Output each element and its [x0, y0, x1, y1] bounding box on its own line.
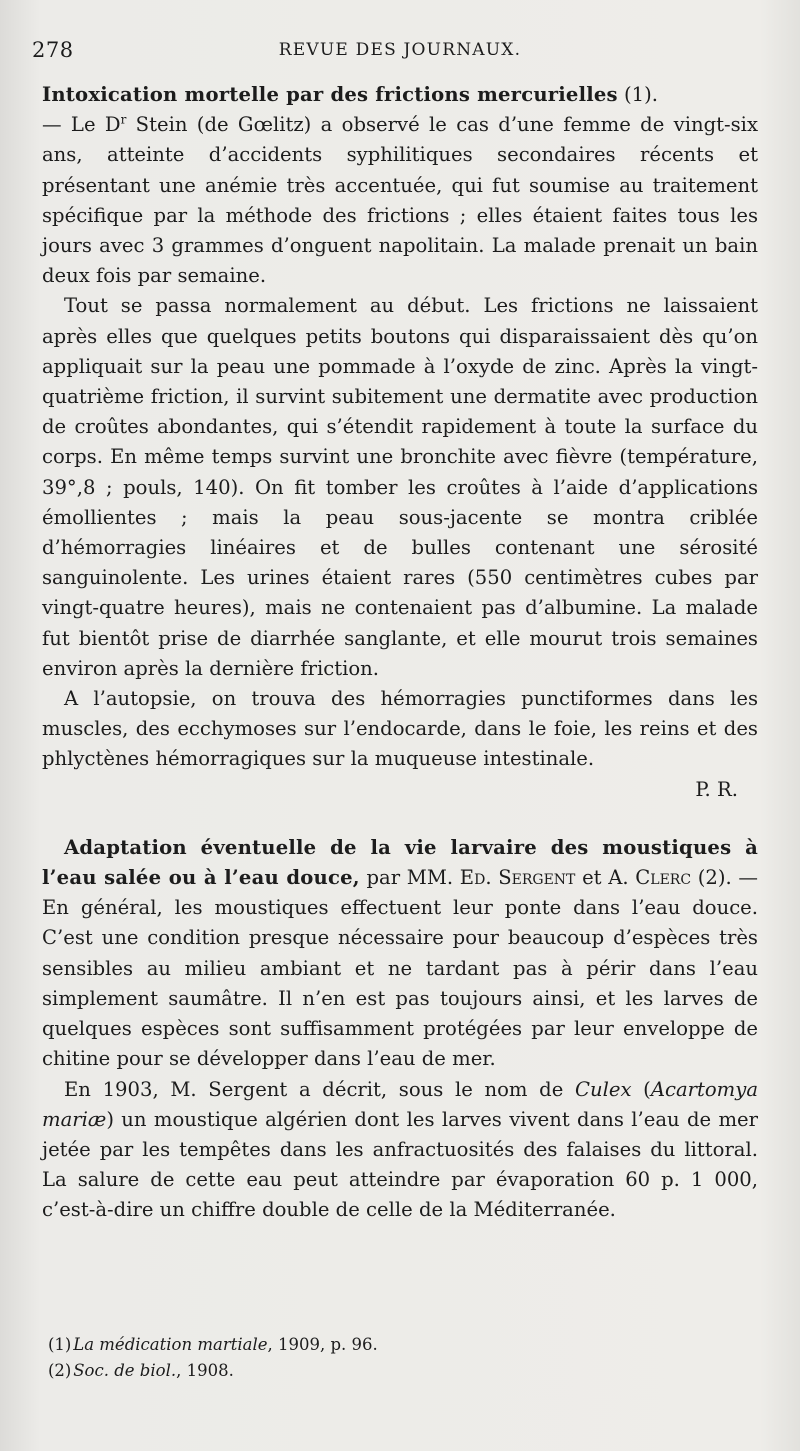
footnote-2-rest: , 1908. [176, 1361, 234, 1380]
article1-title-note: (1). [624, 83, 659, 106]
species-culex: Culex [574, 1077, 632, 1101]
page-number: 278 [32, 38, 74, 62]
doctor-abbrev-sup: r [120, 112, 127, 127]
article2-note: (2). [691, 866, 732, 890]
article1-signature: P. R. [695, 777, 738, 801]
paren-open: ( [631, 1077, 651, 1101]
page-header [30, 38, 770, 68]
footnote-2-title: Soc. de biol. [73, 1361, 177, 1380]
article2-author-1: Ed. Sergent [459, 866, 576, 890]
running-head: REVUE DES JOURNAUX. [278, 40, 522, 60]
article1-paragraph-3: A l’autopsie, on trouva des hémorragies punctiformes dans les muscles, des ecchymoses sur l’endocarde, dans le foie, les reins et des phlyctènes hémorragiques sur la muqueuse intestinale. [42, 687, 758, 771]
article2-paragraph-1 [42, 833, 758, 1075]
article2-paragraph-2 [42, 1075, 758, 1226]
article2-text-1: — En général, les moustiques effectuent leur ponte dans l’eau douce. C’est une condition presque nécessaire pour beaucoup d’espèces très sensibles au milieu ambiant et ne tardant pas à périr dans l’eau simplement saumâtre. Il n’en est pas toujours ainsi, et les larves de quelques espèces sont suffisamment protégées par leur enveloppe de chitine pour se développer dans l’eau de mer. [42, 866, 758, 1071]
footnote-1-title: La médication martiale [73, 1335, 268, 1354]
section-spacer [42, 805, 758, 833]
article1-text-main: Stein (de Gœlitz) a observé le cas d’une femme de vingt-six ans, atteinte d’accidents syphilitiques secondaires récents et présentant une anémie très accentuée, qui fut soumise au traitement spécifique par la méthode des frictions ; elles étaient faites tous les jours avec 3 grammes d’onguent napolitain. La malade prenait un bain deux fois par semaine. [42, 113, 758, 288]
footnotes [48, 1332, 748, 1384]
article1-title: Intoxication mortelle par des frictions mercurielles [42, 83, 618, 106]
footnote-1 [48, 1332, 748, 1358]
article2-by: par MM. [359, 866, 460, 890]
footnote-1-rest: , 1909, p. 96. [267, 1335, 378, 1354]
article2-and: et [575, 866, 609, 890]
footnote-1-ref: (1) [48, 1335, 72, 1354]
article1-paragraph-2: Tout se passa normalement au début. Les frictions ne laissaient après elles que quelques petits boutons qui disparaissaient dès qu’on appliquait sur la peau une pommade à l’oxyde de zinc. Après la vingt-quatrième friction, il survint subitement une dermatite avec production de croûtes abondantes, qui s’étendit rapidement à toute la surface du corps. En même temps survint une bronchite avec fièvre (température, 39°,8 ; pouls, 140). On fit tomber les croûtes à l’aide d’applications émollientes ; mais la peau sous-jacente se montra criblée d’hémorragies linéaires et de bulles contenant une sérosité sanguinolente. Les urines étaient rares (550 centimètres cubes par vingt-quatre heures), mais ne contenaient pas d’albumine. La malade fut bientôt prise de diarrhée sanglante, et elle mourut trois semaines environ après la dernière friction. [42, 294, 758, 680]
species-acartomya: Acartomya mariæ [42, 1077, 759, 1131]
footnote-2-ref: (2) [48, 1361, 72, 1380]
article1-paragraph-1 [42, 80, 758, 291]
article2-author-2: A. Clerc [608, 866, 692, 890]
article-body [42, 80, 758, 1226]
footnote-2 [48, 1358, 748, 1384]
article2-title: Adaptation éventuelle de la vie larvaire des moustiques à l’eau salée ou à l’eau douce, [42, 835, 758, 890]
article2-text-2a: En 1903, M. Sergent a décrit, sous le nom de [64, 1077, 575, 1101]
article1-text-intro: — Le D [42, 113, 121, 137]
article2-text-2b: ) un moustique algérien dont les larves vivent dans l’eau de mer jetée par les tempêtes dans les anfractuosités des falaises du littoral. La salure de cette eau peut atteindre par évaporation 60 p. 1 000, c’est-à-dire un chiffre double de celle de la Méditerranée. [42, 1107, 758, 1222]
